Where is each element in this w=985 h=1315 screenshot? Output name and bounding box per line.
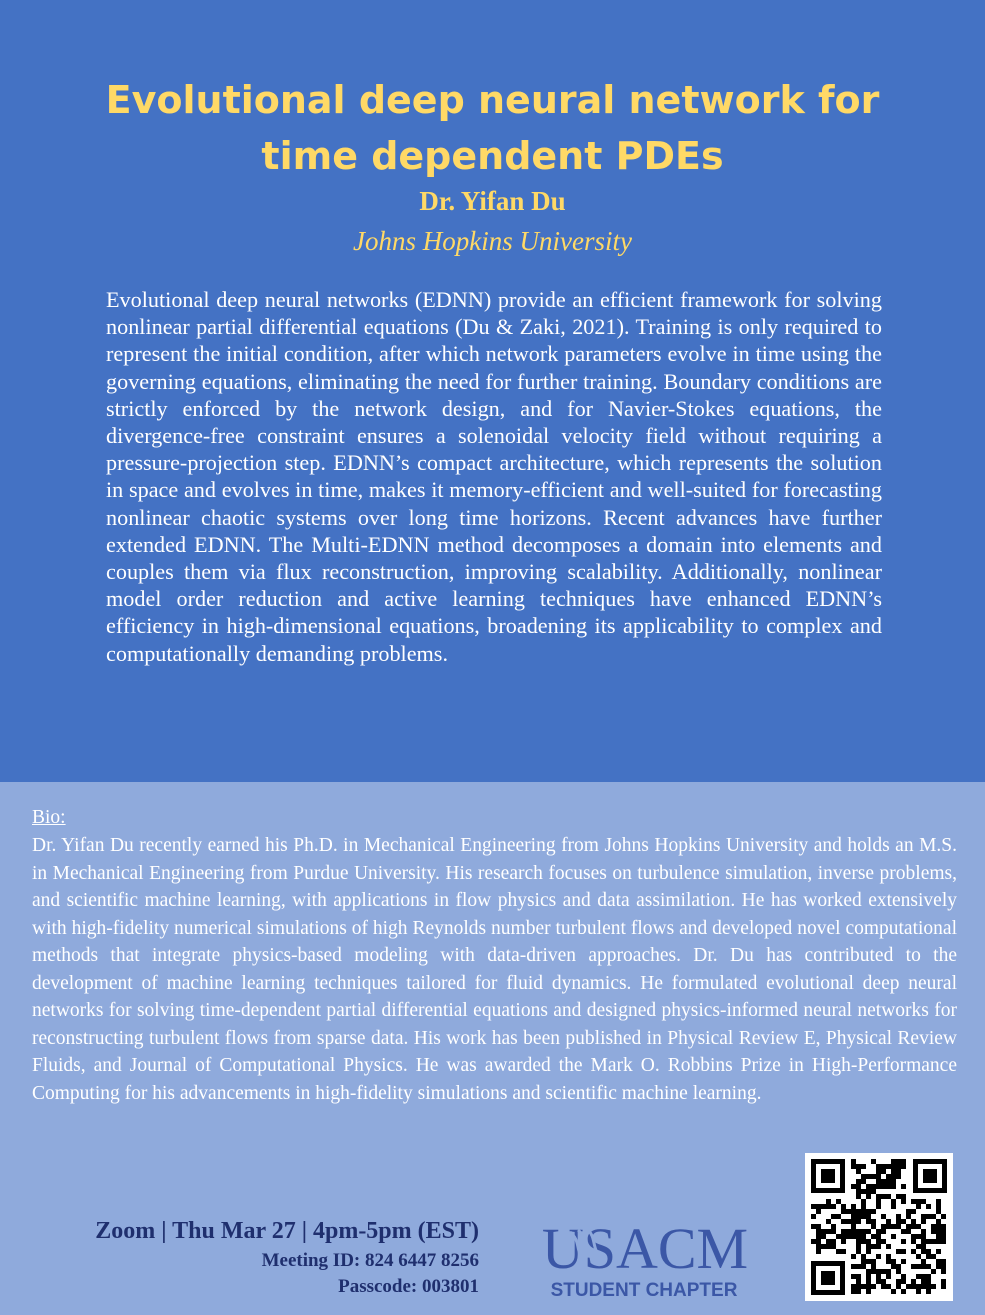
qr-module [826, 1199, 831, 1204]
qr-module [916, 1204, 921, 1209]
qr-module [876, 1229, 881, 1234]
qr-module [866, 1184, 871, 1189]
qr-module [896, 1194, 901, 1199]
qr-module [851, 1159, 856, 1164]
qr-module [906, 1214, 911, 1219]
qr-module [921, 1219, 926, 1224]
qr-module [916, 1264, 921, 1269]
qr-module [826, 1204, 831, 1209]
qr-module [881, 1179, 886, 1184]
qr-module [881, 1164, 886, 1169]
qr-module [916, 1234, 921, 1239]
qr-module [891, 1259, 896, 1264]
speaker-affiliation: Johns Hopkins University [353, 226, 632, 256]
qr-module [896, 1164, 901, 1169]
qr-module [921, 1244, 926, 1249]
qr-module [861, 1189, 866, 1194]
qr-module [876, 1239, 881, 1244]
qr-module [841, 1204, 846, 1209]
qr-module [941, 1264, 946, 1269]
qr-module [836, 1214, 841, 1219]
qr-module [891, 1179, 896, 1184]
qr-module [831, 1204, 836, 1209]
qr-module [941, 1229, 946, 1234]
qr-module [871, 1219, 876, 1224]
qr-module [871, 1284, 876, 1289]
qr-module [866, 1249, 871, 1254]
qr-module [816, 1234, 821, 1239]
qr-module [936, 1234, 941, 1239]
qr-module [861, 1254, 866, 1259]
qr-module [906, 1229, 911, 1234]
qr-module [856, 1164, 861, 1169]
qr-module [886, 1244, 891, 1249]
qr-module [861, 1284, 866, 1289]
qr-module [901, 1229, 906, 1234]
qr-module [911, 1224, 916, 1229]
qr-module [821, 1244, 826, 1249]
qr-module [921, 1239, 926, 1244]
qr-module [881, 1284, 886, 1289]
qr-module [856, 1219, 861, 1224]
qr-module [896, 1279, 901, 1284]
qr-module [916, 1244, 921, 1249]
qr-module [901, 1219, 906, 1224]
usacm-logo [530, 1214, 760, 1304]
qr-module [886, 1254, 891, 1259]
qr-module [921, 1264, 926, 1269]
qr-module [911, 1199, 916, 1204]
qr-module [916, 1284, 921, 1289]
qr-module [911, 1279, 916, 1284]
usacm-logo-subtitle: STUDENT CHAPTER [550, 1280, 738, 1301]
qr-module [896, 1224, 901, 1229]
qr-module [881, 1169, 886, 1174]
qr-module [916, 1274, 921, 1279]
qr-module [856, 1214, 861, 1219]
qr-module [836, 1249, 841, 1254]
qr-module [886, 1179, 891, 1184]
qr-module [901, 1194, 906, 1199]
qr-module [926, 1274, 931, 1279]
qr-module [886, 1184, 891, 1189]
qr-module [911, 1234, 916, 1239]
qr-module [871, 1244, 876, 1249]
qr-module [861, 1164, 866, 1169]
qr-module [931, 1224, 936, 1229]
qr-module [916, 1224, 921, 1229]
qr-module [856, 1249, 861, 1254]
qr-module [886, 1194, 891, 1199]
qr-module [851, 1254, 856, 1259]
qr-module [916, 1254, 921, 1259]
qr-module [896, 1284, 901, 1289]
qr-module [826, 1229, 831, 1234]
qr-module [866, 1194, 871, 1199]
qr-module [826, 1219, 831, 1224]
qr-module [891, 1174, 896, 1179]
qr-module [841, 1209, 846, 1214]
qr-module [876, 1179, 881, 1184]
qr-module [856, 1274, 861, 1279]
qr-module [886, 1164, 891, 1169]
qr-module [856, 1194, 861, 1199]
qr-module [871, 1269, 876, 1274]
qr-module [886, 1174, 891, 1179]
qr-module [891, 1169, 896, 1174]
qr-module [831, 1214, 836, 1219]
qr-module [886, 1219, 891, 1224]
qr-module [921, 1249, 926, 1254]
qr-module [926, 1279, 931, 1284]
meeting-id: Meeting ID: 824 6447 8256 [261, 1250, 479, 1271]
qr-module [941, 1234, 946, 1239]
qr-module [876, 1279, 881, 1284]
qr-module [901, 1239, 906, 1244]
qr-module [936, 1259, 941, 1264]
qr-module [831, 1229, 836, 1234]
qr-module [901, 1289, 906, 1294]
qr-module [821, 1234, 826, 1239]
qr-module [866, 1259, 871, 1264]
qr-module [921, 1234, 926, 1239]
qr-module [936, 1204, 941, 1209]
qr-module [926, 1214, 931, 1219]
qr-module [896, 1214, 901, 1219]
qr-module [886, 1284, 891, 1289]
qr-module [846, 1229, 851, 1234]
qr-module [941, 1279, 946, 1284]
qr-module [886, 1269, 891, 1274]
qr-module [856, 1264, 861, 1269]
qr-module [866, 1209, 871, 1214]
qr-module [891, 1184, 896, 1189]
qr-module [851, 1289, 856, 1294]
qr-module [881, 1214, 886, 1219]
qr-module [936, 1264, 941, 1269]
bio-text: Dr. Yifan Du recently earned his Ph.D. in Mechanical Engineering from Johns Hopkins University and holds an M.S. in Mechanical Engineering from Purdue University. His research focuses on turbulence simulation, inverse problems, and scientific machine learning, with applications in flow physics and data assimilation. He has worked extensively with high-fidelity numerical simulations of high Reynolds number turbulent flows and developed novel computational methods that integrate physics-based modeling with data-driven approaches. Dr. Du has contributed to the development of machine learning techniques tailored for fluid dynamics. He formulated evolutional deep neural networks for solving time-dependent partial differential equations and designed physics-informed neural networks for reconstructing turbulent flows from sparse data. His work has been published in Physical Review E, Physical Review Fluids, and Journal of Computational Physics. He was awarded the Mark O. Robbins Prize in High-Performance Computing for his advancements in high-fidelity simulations and scientific machine learning. [32, 835, 957, 1104]
qr-module [921, 1279, 926, 1284]
qr-module [901, 1274, 906, 1279]
qr-module [856, 1234, 861, 1239]
abstract-text: Evolutional deep neural networks (EDNN) provide an efficient framework for solving nonlinear partial differential equations (Du & Zaki, 2021). Training is only required to represent the initial condition, after which network parameters evolve in time using the governing equations, eliminating the need for further training. Boundary conditions are strictly enforced by the network design, and for Navier-Stokes equations, the divergence-free constraint ensures a solenoidal velocity field without requiring a pressure-projection step. EDNN’s compact architecture, which represents the solution in space and evolves in time, makes it memory-efficient and well-suited for forecasting nonlinear chaotic systems over long time horizons. Recent advances have further extended EDNN. The Multi-EDNN method decomposes a domain into elements and couples them via flux reconstruction, improving scalability. Additionally, nonlinear model order reduction and active learning techniques have enhanced EDNN’s efficiency in high-dimensional equations, broadening its applicability to complex and computationally demanding problems. [106, 287, 882, 666]
qr-module [821, 1204, 826, 1209]
qr-module [816, 1249, 821, 1254]
qr-module [851, 1229, 856, 1234]
qr-module [936, 1224, 941, 1229]
qr-module [891, 1234, 896, 1239]
qr-module [901, 1259, 906, 1264]
qr-module [896, 1249, 901, 1254]
qr-module [881, 1184, 886, 1189]
qr-module [916, 1199, 921, 1204]
qr-module [941, 1214, 946, 1219]
qr-module [831, 1239, 836, 1244]
qr-module [856, 1244, 861, 1249]
qr-module [921, 1199, 926, 1204]
qr-module [811, 1214, 816, 1219]
event-when: Zoom | Thu Mar 27 | 4pm-5pm (EST) [95, 1218, 479, 1244]
qr-module [851, 1164, 856, 1169]
qr-module [941, 1269, 946, 1274]
qr-module [936, 1219, 941, 1224]
qr-module [871, 1174, 876, 1179]
qr-module [871, 1209, 876, 1214]
qr-module [861, 1214, 866, 1219]
qr-module [901, 1199, 906, 1204]
qr-module [896, 1269, 901, 1274]
qr-module [881, 1229, 886, 1234]
qr-module [901, 1159, 906, 1164]
qr-module [841, 1239, 846, 1244]
qr-module [926, 1289, 931, 1294]
event-info [95, 1214, 479, 1300]
qr-module [856, 1209, 861, 1214]
qr-module [876, 1204, 881, 1209]
qr-module [926, 1204, 931, 1209]
qr-module [861, 1174, 866, 1179]
qr-module [886, 1274, 891, 1279]
qr-module [816, 1204, 821, 1209]
qr-module [931, 1239, 936, 1244]
qr-module [916, 1289, 921, 1294]
qr-module [816, 1209, 821, 1214]
qr-module [931, 1254, 936, 1259]
qr-module [926, 1254, 931, 1259]
qr-module [856, 1239, 861, 1244]
qr-module [911, 1249, 916, 1254]
qr-module [876, 1244, 881, 1249]
qr-code-icon [805, 1153, 953, 1301]
talk-title-line-1: Evolutional deep neural network for [105, 78, 880, 122]
qr-module [841, 1249, 846, 1254]
qr-module [846, 1234, 851, 1239]
qr-module [911, 1219, 916, 1224]
qr-module [921, 1214, 926, 1219]
qr-module [871, 1224, 876, 1229]
qr-module [921, 1284, 926, 1289]
qr-module [936, 1249, 941, 1254]
qr-module [841, 1219, 846, 1224]
qr-module [871, 1264, 876, 1269]
qr-module [856, 1184, 861, 1189]
qr-module [936, 1199, 941, 1204]
qr-module [876, 1234, 881, 1239]
qr-module [876, 1164, 881, 1169]
qr-module [901, 1164, 906, 1169]
qr-module [891, 1264, 896, 1269]
qr-module [876, 1274, 881, 1279]
qr-module [811, 1204, 816, 1209]
qr-module [926, 1264, 931, 1269]
qr-module [841, 1229, 846, 1234]
qr-module [921, 1274, 926, 1279]
qr-module [866, 1269, 871, 1274]
qr-module [836, 1234, 841, 1239]
qr-module [866, 1239, 871, 1244]
qr-module [896, 1159, 901, 1164]
qr-module [811, 1224, 816, 1229]
qr-module [881, 1279, 886, 1284]
qr-module [851, 1214, 856, 1219]
qr-module [871, 1189, 876, 1194]
qr-module [811, 1239, 816, 1244]
qr-module [896, 1219, 901, 1224]
qr-module [846, 1219, 851, 1224]
qr-module [851, 1234, 856, 1239]
qr-module [871, 1234, 876, 1239]
qr-module [891, 1224, 896, 1229]
qr-module [856, 1189, 861, 1194]
qr-module [876, 1269, 881, 1274]
qr-module [856, 1179, 861, 1184]
qr-module [926, 1239, 931, 1244]
qr-module [906, 1224, 911, 1229]
qr-module [931, 1269, 936, 1274]
qr-module [931, 1229, 936, 1234]
qr-module [926, 1284, 931, 1289]
qr-module [861, 1259, 866, 1264]
qr-module [941, 1239, 946, 1244]
qr-module [911, 1264, 916, 1269]
qr-module [896, 1169, 901, 1174]
qr-module [886, 1259, 891, 1264]
qr-module [861, 1264, 866, 1269]
qr-module [851, 1274, 856, 1279]
qr-module [921, 1229, 926, 1234]
qr-module [861, 1179, 866, 1184]
qr-module [871, 1159, 876, 1164]
qr-module [876, 1194, 881, 1199]
qr-module [851, 1184, 856, 1189]
qr-module [851, 1219, 856, 1224]
qr-module [866, 1289, 871, 1294]
qr-module [851, 1209, 856, 1214]
qr-module [866, 1244, 871, 1249]
qr-module [876, 1199, 881, 1204]
qr-module [941, 1284, 946, 1289]
qr-module [826, 1244, 831, 1249]
qr-module [866, 1219, 871, 1224]
usacm-logo-wordmark: USACM [541, 1216, 749, 1281]
talk-title-line-2: time dependent PDEs [261, 134, 724, 178]
qr-module [836, 1199, 841, 1204]
qr-module [906, 1284, 911, 1289]
qr-module [831, 1244, 836, 1249]
qr-module [816, 1239, 821, 1244]
qr-module [901, 1184, 906, 1189]
qr-module [876, 1254, 881, 1259]
qr-module [926, 1249, 931, 1254]
qr-module [876, 1174, 881, 1179]
qr-module [866, 1189, 871, 1194]
qr-module [816, 1244, 821, 1249]
qr-module [851, 1284, 856, 1289]
qr-module [871, 1184, 876, 1189]
qr-module [876, 1184, 881, 1189]
qr-module [881, 1194, 886, 1199]
qr-module [931, 1214, 936, 1219]
qr-module [816, 1224, 821, 1229]
qr-module [876, 1169, 881, 1174]
qr-module [861, 1204, 866, 1209]
qr-module [871, 1259, 876, 1264]
qr-module [881, 1224, 886, 1229]
qr-module [906, 1209, 911, 1214]
passcode: Passcode: 003801 [338, 1276, 479, 1297]
qr-module [891, 1289, 896, 1294]
qr-module [861, 1239, 866, 1244]
qr-module [866, 1284, 871, 1289]
qr-module [856, 1289, 861, 1294]
qr-module [866, 1214, 871, 1219]
qr-module [941, 1259, 946, 1264]
qr-module [921, 1259, 926, 1264]
speaker-name: Dr. Yifan Du [419, 186, 566, 216]
qr-module [856, 1229, 861, 1234]
qr-module [851, 1264, 856, 1269]
qr-module [826, 1239, 831, 1244]
qr-module [866, 1174, 871, 1179]
qr-module [866, 1229, 871, 1234]
qr-module [881, 1239, 886, 1244]
qr-module [896, 1174, 901, 1179]
qr-module [831, 1224, 836, 1229]
qr-module [821, 1229, 826, 1234]
qr-module [866, 1279, 871, 1284]
qr-module [901, 1279, 906, 1284]
qr-module [841, 1234, 846, 1239]
qr-module [856, 1279, 861, 1284]
talk-title [40, 72, 945, 184]
qr-module [891, 1164, 896, 1169]
qr-module [866, 1274, 871, 1279]
qr-module [886, 1224, 891, 1229]
qr-module [861, 1234, 866, 1239]
qr-module [851, 1224, 856, 1229]
qr-module [911, 1209, 916, 1214]
qr-module [856, 1169, 861, 1174]
qr-module [911, 1284, 916, 1289]
qr-module [881, 1269, 886, 1274]
qr-module [911, 1239, 916, 1244]
qr-module [896, 1264, 901, 1269]
qr-module [891, 1204, 896, 1209]
qr-module [851, 1204, 856, 1209]
qr-module [856, 1284, 861, 1289]
qr-module [891, 1199, 896, 1204]
qr-module [936, 1209, 941, 1214]
qr-module [861, 1209, 866, 1214]
qr-module [936, 1239, 941, 1244]
qr-module [936, 1229, 941, 1234]
qr-module [901, 1249, 906, 1254]
qr-module [846, 1209, 851, 1214]
bio-heading: Bio: [32, 807, 66, 828]
qr-module [816, 1229, 821, 1234]
qr-module [941, 1224, 946, 1229]
qr-module [861, 1229, 866, 1234]
qr-module [891, 1159, 896, 1164]
qr-module [861, 1199, 866, 1204]
qr-module [931, 1284, 936, 1289]
